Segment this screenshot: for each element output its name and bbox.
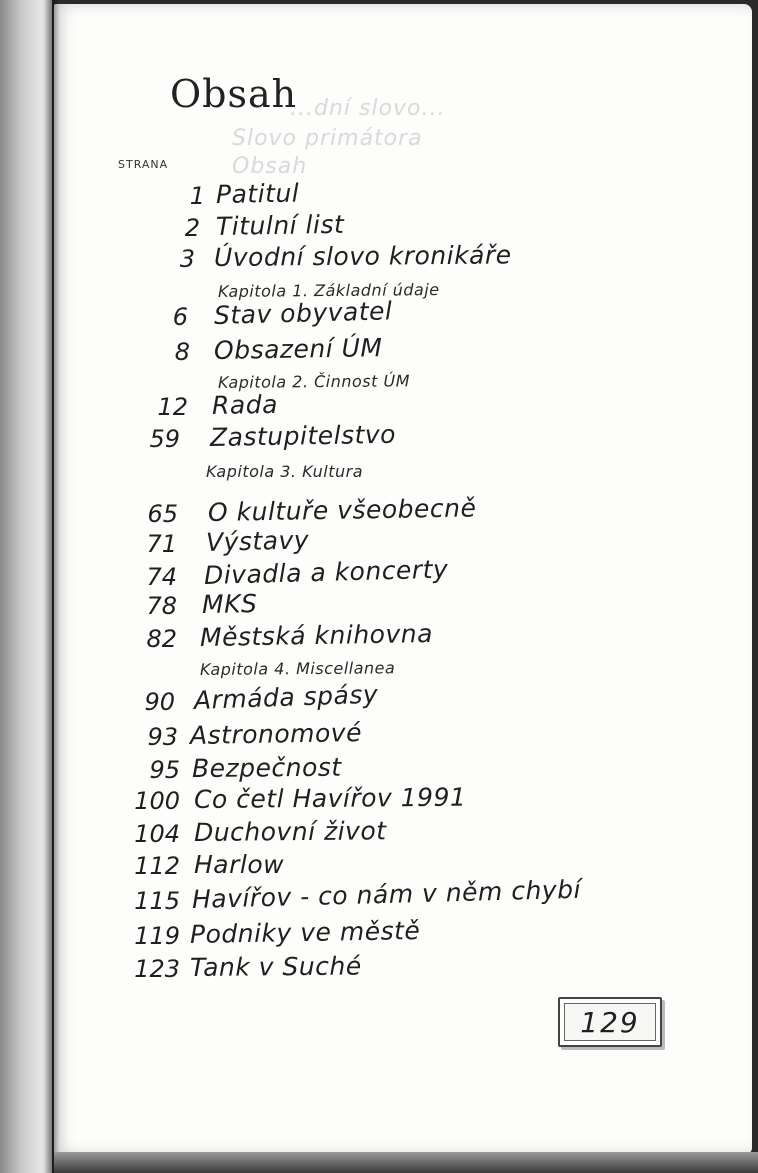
toc-page-number: 8 [174, 338, 190, 366]
toc-entry-title: Rada [211, 389, 279, 420]
toc-entry-title: Titulní list [215, 209, 345, 241]
bleed-through-line: ...dní slovo... [290, 96, 446, 121]
toc-entry-title: Harlow [194, 850, 285, 879]
toc-page-number: 82 [146, 625, 177, 653]
toc-entry-title: Tank v Suché [189, 951, 362, 982]
toc-entry-title: Havířov - co nám v něm chybí [191, 874, 582, 914]
toc-entry-title: Astronomové [189, 718, 363, 750]
toc-page-number: 59 [149, 425, 180, 453]
toc-entry-title: Výstavy [205, 525, 310, 557]
toc-entry-title: Podniky ve městě [189, 915, 421, 949]
page-column-header: STRANA [118, 158, 169, 171]
toc-chapter-heading: Kapitola 1. Základní údaje [217, 280, 440, 301]
page-number: 129 [580, 1005, 640, 1039]
toc-page-number: 104 [134, 820, 180, 848]
toc-entry-title: O kultuře všeobecně [207, 493, 477, 527]
toc-page-number: 90 [144, 688, 175, 716]
toc-chapter-heading: Kapitola 4. Miscellanea [199, 658, 396, 679]
toc-entry-title: Obsazení ÚM [213, 333, 383, 365]
toc-page-number: 112 [134, 852, 180, 880]
toc-entry-title: Divadla a koncerty [203, 554, 449, 590]
toc-entry-title: Zastupitelstvo [209, 419, 397, 452]
toc-page-number: 6 [172, 303, 188, 331]
toc-entry-title: MKS [201, 589, 258, 619]
toc-entry-title: Patitul [215, 178, 300, 209]
toc-page-number: 12 [157, 393, 188, 421]
bleed-through-line: Obsah [232, 154, 308, 179]
toc-entry-title: Úvodní slovo kronikáře [213, 240, 512, 272]
toc-page-number: 93 [147, 723, 178, 751]
page-title-text: Obsah [170, 72, 298, 116]
toc-entry-title: Městská knihovna [199, 618, 434, 652]
toc-chapter-heading: Kapitola 2. Činnost ÚM [217, 371, 411, 392]
toc-page-number: 115 [134, 887, 180, 915]
toc-page-number: 78 [146, 592, 177, 620]
page-bottom-edge [54, 1152, 758, 1173]
toc-entry-title: Stav obyvatel [213, 296, 393, 330]
toc-page-number: 119 [134, 922, 180, 950]
page-number-box [558, 997, 662, 1047]
page-title [170, 72, 297, 116]
toc-entry-title: Duchovní život [193, 816, 387, 847]
toc-page-number: 95 [149, 756, 180, 784]
toc-page-number: 74 [146, 563, 177, 591]
toc-page-number: 1 [189, 182, 205, 210]
toc-entry-title: Co četl Havířov 1991 [193, 782, 467, 814]
toc-page-number: 3 [179, 245, 195, 273]
toc-page-number: 65 [147, 500, 178, 528]
toc-page-number: 100 [134, 787, 180, 815]
bleed-through-line: Slovo primátora [232, 126, 423, 151]
toc-entry-title: Bezpečnost [191, 752, 342, 783]
spine-shadow [44, 0, 60, 1173]
toc-chapter-heading: Kapitola 3. Kultura [206, 462, 364, 481]
toc-page-number: 123 [134, 955, 180, 983]
toc-page-number: 2 [184, 214, 200, 242]
toc-page-number: 71 [146, 530, 177, 558]
toc-entry-title: Armáda spásy [193, 679, 379, 715]
